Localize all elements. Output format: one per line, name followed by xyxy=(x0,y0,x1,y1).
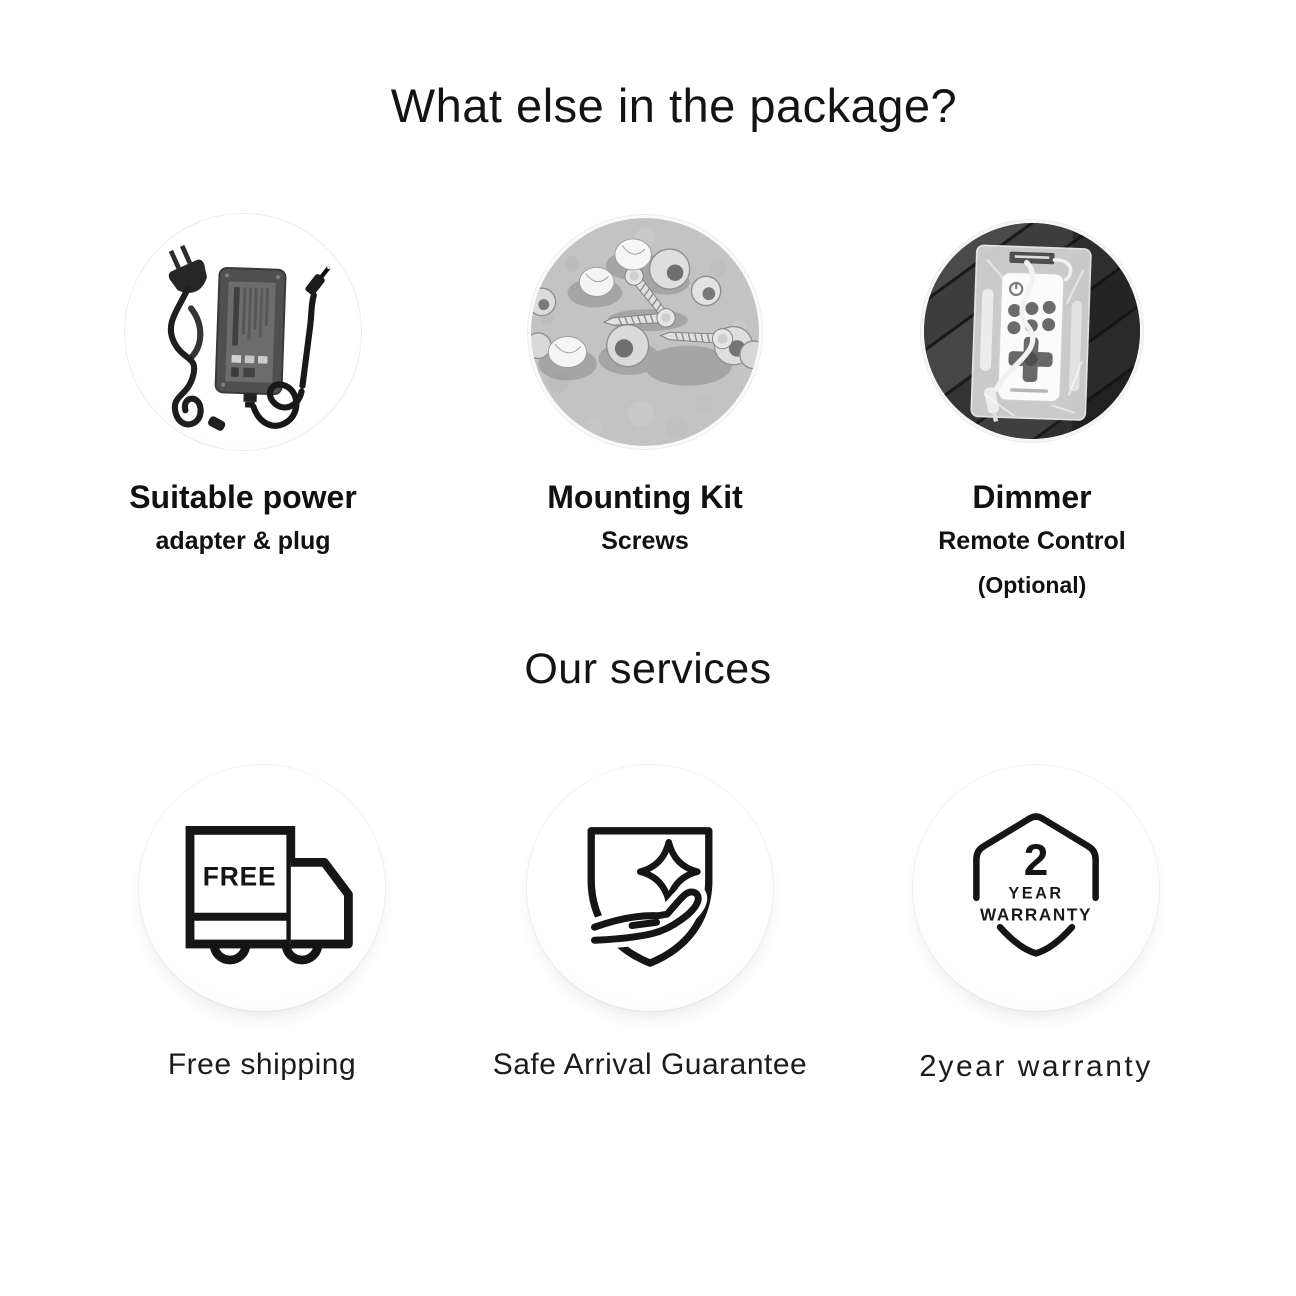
page-title: What else in the package? xyxy=(390,79,958,132)
power-adapter-illustration xyxy=(125,214,361,450)
package-item-subtitle: adapter & plug xyxy=(155,527,331,556)
truck-icon xyxy=(166,792,358,984)
warranty-word-warranty: WARRANTY xyxy=(979,904,1093,925)
remote-control-photo xyxy=(921,220,1143,442)
package-item-title: Suitable power xyxy=(129,479,357,515)
services-title: Our services xyxy=(524,645,772,693)
service-caption: Free shipping xyxy=(167,1048,357,1081)
free-shipping-badge xyxy=(139,765,385,1011)
free-label: FREE xyxy=(202,861,277,892)
screws-photo xyxy=(528,215,762,449)
service-caption: Safe Arrival Guarantee xyxy=(492,1048,808,1081)
warranty-caption-number: 2 xyxy=(919,1048,937,1083)
package-item-title: Mounting Kit xyxy=(547,479,743,515)
service-safe-arrival xyxy=(450,765,850,1082)
package-item-mounting-kit xyxy=(445,210,845,556)
warranty-word-year: YEAR xyxy=(1008,884,1064,903)
warranty-badge xyxy=(913,765,1159,1011)
power-adapter-photo xyxy=(125,214,361,450)
plastic-bag xyxy=(971,245,1091,426)
package-item-dimmer xyxy=(832,210,1232,599)
screws-illustration xyxy=(531,218,759,446)
safe-arrival-badge xyxy=(527,765,773,1011)
warranty-caption-text: year warranty xyxy=(938,1050,1153,1083)
package-item-subtitle: Remote Control xyxy=(938,527,1126,556)
service-warranty xyxy=(836,765,1236,1084)
package-item-note: (Optional) xyxy=(977,572,1087,599)
package-item-subtitle: Screws xyxy=(601,527,689,556)
package-item-title: Dimmer xyxy=(972,479,1092,515)
remote-control-illustration xyxy=(924,223,1140,439)
shield-hand-sparkle-icon xyxy=(552,790,748,986)
package-item-power-adapter xyxy=(43,210,443,556)
warranty-years-number: 2 xyxy=(1023,835,1049,885)
warranty-shield-icon xyxy=(938,790,1134,986)
service-free-shipping xyxy=(62,765,462,1082)
service-caption xyxy=(836,1048,1236,1084)
